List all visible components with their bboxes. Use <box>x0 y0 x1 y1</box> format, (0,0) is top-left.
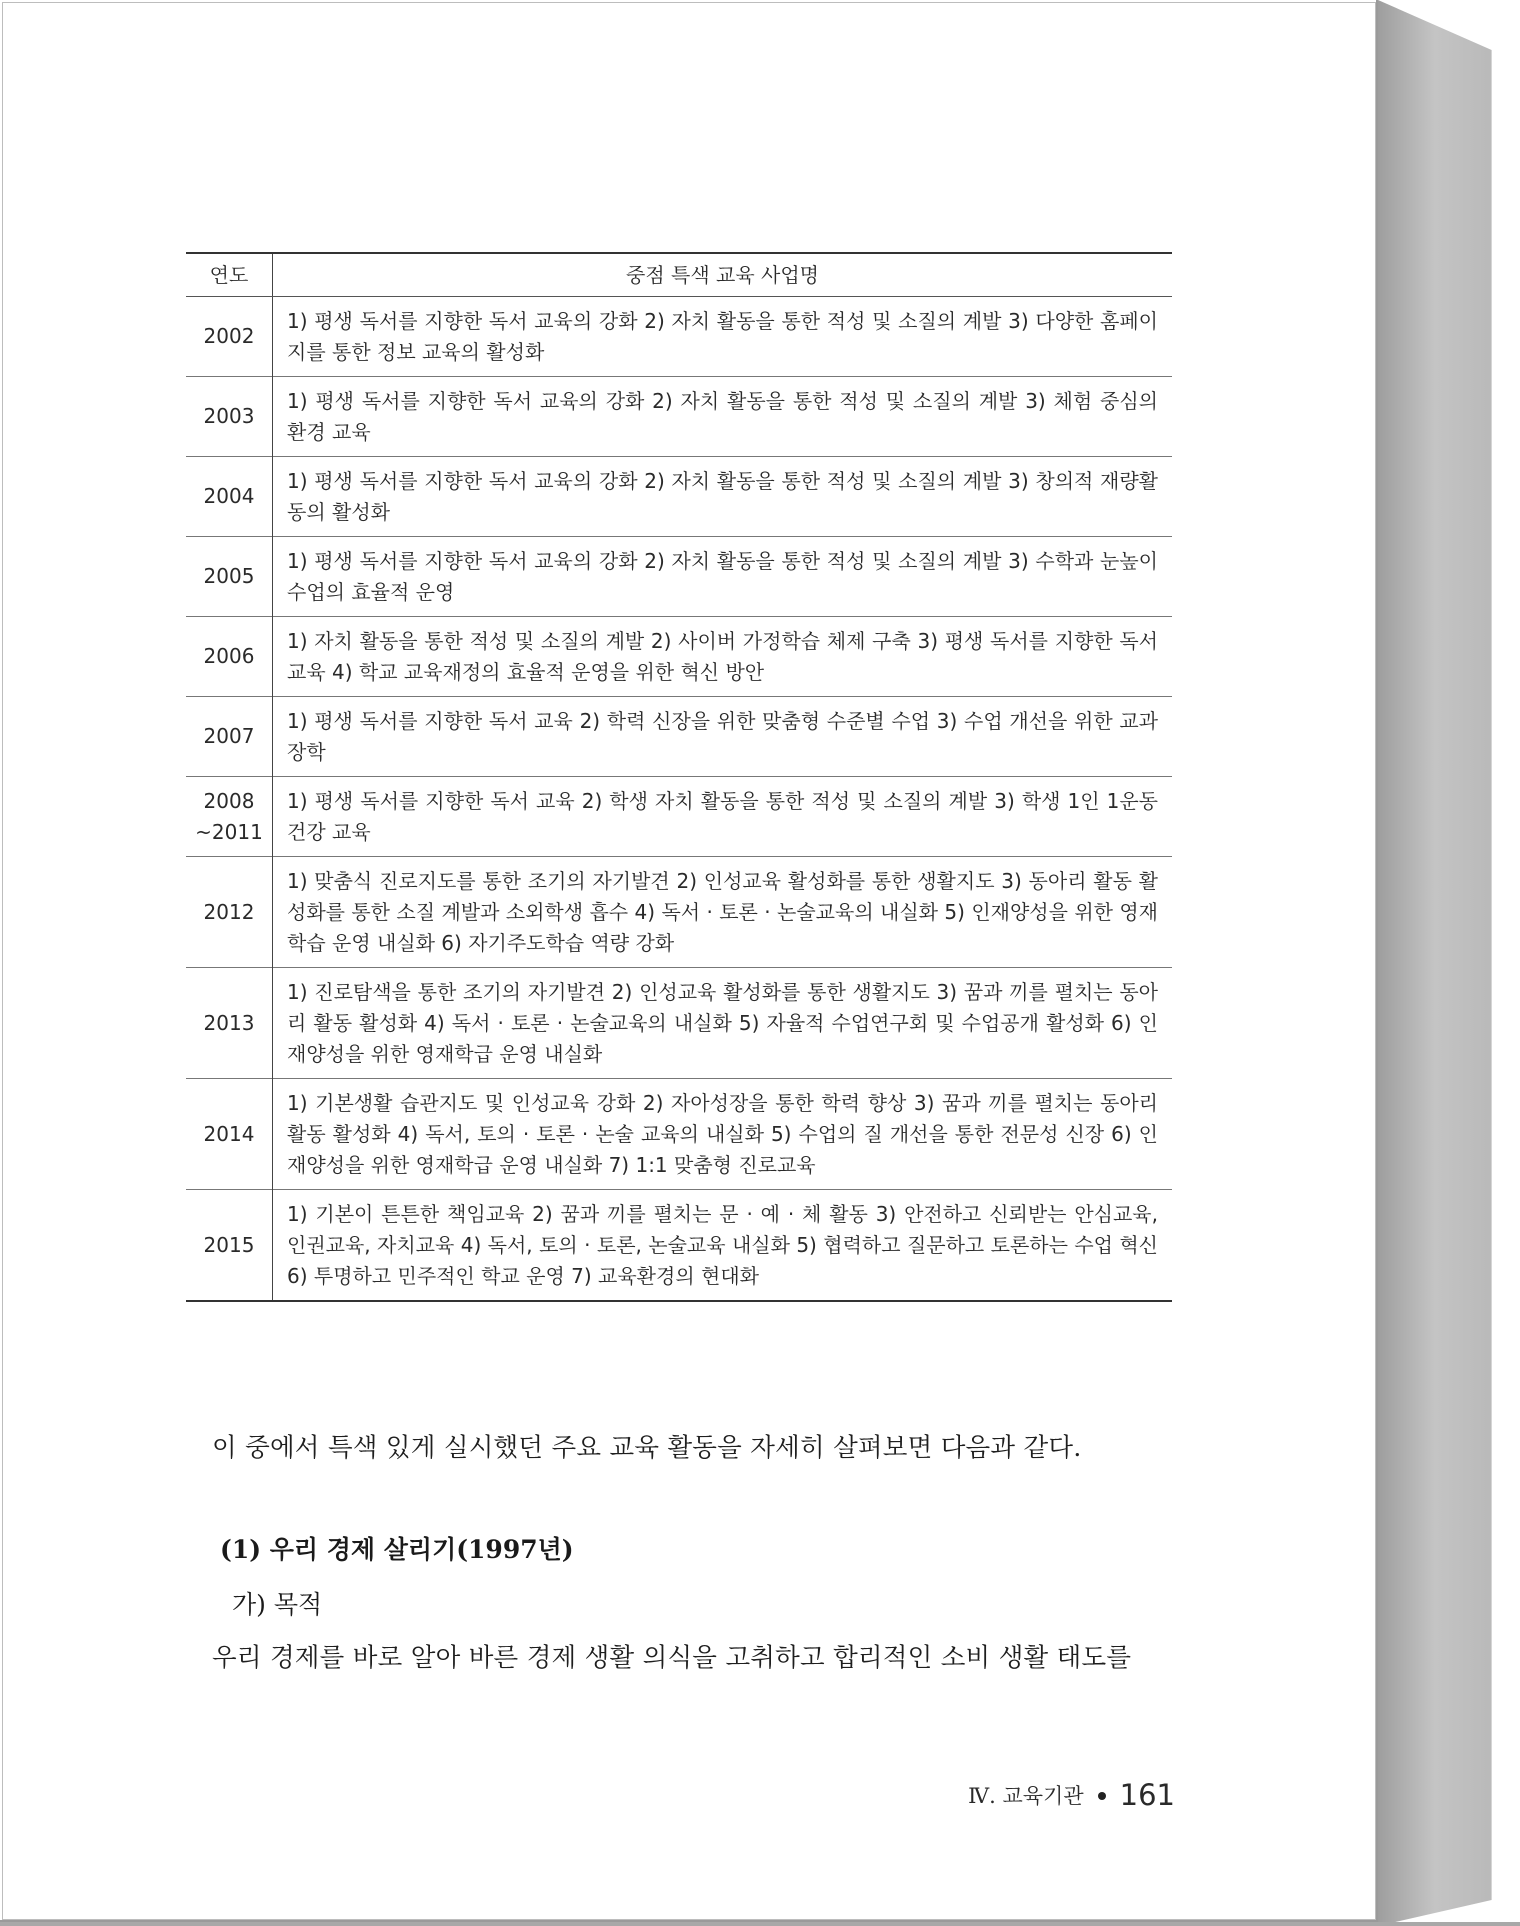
row-year: 2012 <box>186 857 273 968</box>
table-body <box>186 297 1172 1302</box>
row-year: 2005 <box>186 537 273 617</box>
row-year: 2006 <box>186 617 273 697</box>
row-year: 2004 <box>186 457 273 537</box>
header-program: 중점 특색 교육 사업명 <box>273 253 1173 297</box>
bullet-dot-icon <box>1098 1792 1106 1800</box>
row-program-text: 1) 평생 독서를 지향한 독서 교육의 강화 2) 자치 활동을 통한 적성 및 소질의 계발 3) 체험 중심의 환경 교육 <box>273 377 1173 457</box>
table-row <box>186 697 1172 777</box>
education-program-table <box>186 252 1172 1302</box>
page-bottom-edge <box>0 1922 1520 1926</box>
purpose-paragraph: 우리 경제를 바로 알아 바른 경제 생활 의식을 고취하고 합리적인 소비 생활 태도를 <box>212 1643 1132 1673</box>
table-row <box>186 777 1172 857</box>
row-year: 2015 <box>186 1190 273 1302</box>
chapter-label: Ⅳ. 교육기관 <box>968 1784 1084 1808</box>
header-year: 연도 <box>186 253 273 297</box>
row-year: 2014 <box>186 1079 273 1190</box>
row-program-text: 1) 기본이 튼튼한 책임교육 2) 꿈과 끼를 펼치는 문 · 예 · 체 활동 3) 안전하고 신뢰받는 안심교육, 인권교육, 자치교육 4) 독서, 토의 · 토론, 논술교육 내실화 5) 협력하고 질문하고 토론하는 수업 혁신 6) 투명하고 민주적인 학교 운영 7) 교육환경의 현대화 <box>273 1190 1173 1302</box>
row-program-text: 1) 맞춤식 진로지도를 통한 조기의 자기발견 2) 인성교육 활성화를 통한 생활지도 3) 동아리 활동 활성화를 통한 소질 계발과 소외학생 흡수 4) 독서 · 토론 · 논술교육의 내실화 5) 인재양성을 위한 영재학습 운영 내실화 6) 자기주도학습 역량 강화 <box>273 857 1173 968</box>
row-year: 2003 <box>186 377 273 457</box>
table-row <box>186 1190 1172 1302</box>
section-heading: (1) 우리 경제 살리기(1997년) <box>220 1535 574 1564</box>
table-row <box>186 537 1172 617</box>
table-row <box>186 968 1172 1079</box>
page-footer <box>968 1778 1175 1812</box>
row-program-text: 1) 평생 독서를 지향한 독서 교육의 강화 2) 자치 활동을 통한 적성 및 소질의 계발 3) 수학과 눈높이 수업의 효율적 운영 <box>273 537 1173 617</box>
page-number: 161 <box>1119 1778 1175 1812</box>
row-year: 2002 <box>186 297 273 377</box>
table-row <box>186 297 1172 377</box>
row-program-text: 1) 자치 활동을 통한 적성 및 소질의 계발 2) 사이버 가정학습 체제 구축 3) 평생 독서를 지향한 독서 교육 4) 학교 교육재정의 효율적 운영을 위한 혁신 방안 <box>273 617 1173 697</box>
subsection-heading: 가) 목적 <box>232 1590 323 1619</box>
intro-paragraph: 이 중에서 특색 있게 실시했던 주요 교육 활동을 자세히 살펴보면 다음과 같다. <box>212 1433 1082 1463</box>
row-program-text: 1) 진로탐색을 통한 조기의 자기발견 2) 인성교육 활성화를 통한 생활지도 3) 꿈과 끼를 펼치는 동아리 활동 활성화 4) 독서 · 토론 · 논술교육의 내실화 5) 자율적 수업연구회 및 수업공개 활성화 6) 인재양성을 위한 영재학급 운영 내실화 <box>273 968 1173 1079</box>
table-row <box>186 457 1172 537</box>
row-program-text: 1) 평생 독서를 지향한 독서 교육 2) 학생 자치 활동을 통한 적성 및 소질의 계발 3) 학생 1인 1운동 건강 교육 <box>273 777 1173 857</box>
row-program-text: 1) 기본생활 습관지도 및 인성교육 강화 2) 자아성장을 통한 학력 향상 3) 꿈과 끼를 펼치는 동아리 활동 활성화 4) 독서, 토의 · 토론 · 논술 교육의 내실화 5) 수업의 질 개선을 통한 전문성 신장 6) 인재양성을 위한 영재학급 운영 내실화 7) 1:1 맞춤형 진로교육 <box>273 1079 1173 1190</box>
table-row <box>186 377 1172 457</box>
table-row <box>186 1079 1172 1190</box>
table-row <box>186 857 1172 968</box>
page-stack-edge <box>1378 0 1520 1926</box>
row-year: 2013 <box>186 968 273 1079</box>
row-program-text: 1) 평생 독서를 지향한 독서 교육의 강화 2) 자치 활동을 통한 적성 및 소질의 계발 3) 다양한 홈페이지를 통한 정보 교육의 활성화 <box>287 309 1158 364</box>
table-row <box>186 617 1172 697</box>
row-year: 2008 ~2011 <box>186 777 273 857</box>
row-program-text: 1) 평생 독서를 지향한 독서 교육의 강화 2) 자치 활동을 통한 적성 및 소질의 계발 3) 창의적 재량활동의 활성화 <box>273 457 1173 537</box>
table-header-row <box>186 253 1172 297</box>
row-year: 2007 <box>186 697 273 777</box>
row-program-text: 1) 평생 독서를 지향한 독서 교육 2) 학력 신장을 위한 맞춤형 수준별 수업 3) 수업 개선을 위한 교과 장학 <box>273 697 1173 777</box>
